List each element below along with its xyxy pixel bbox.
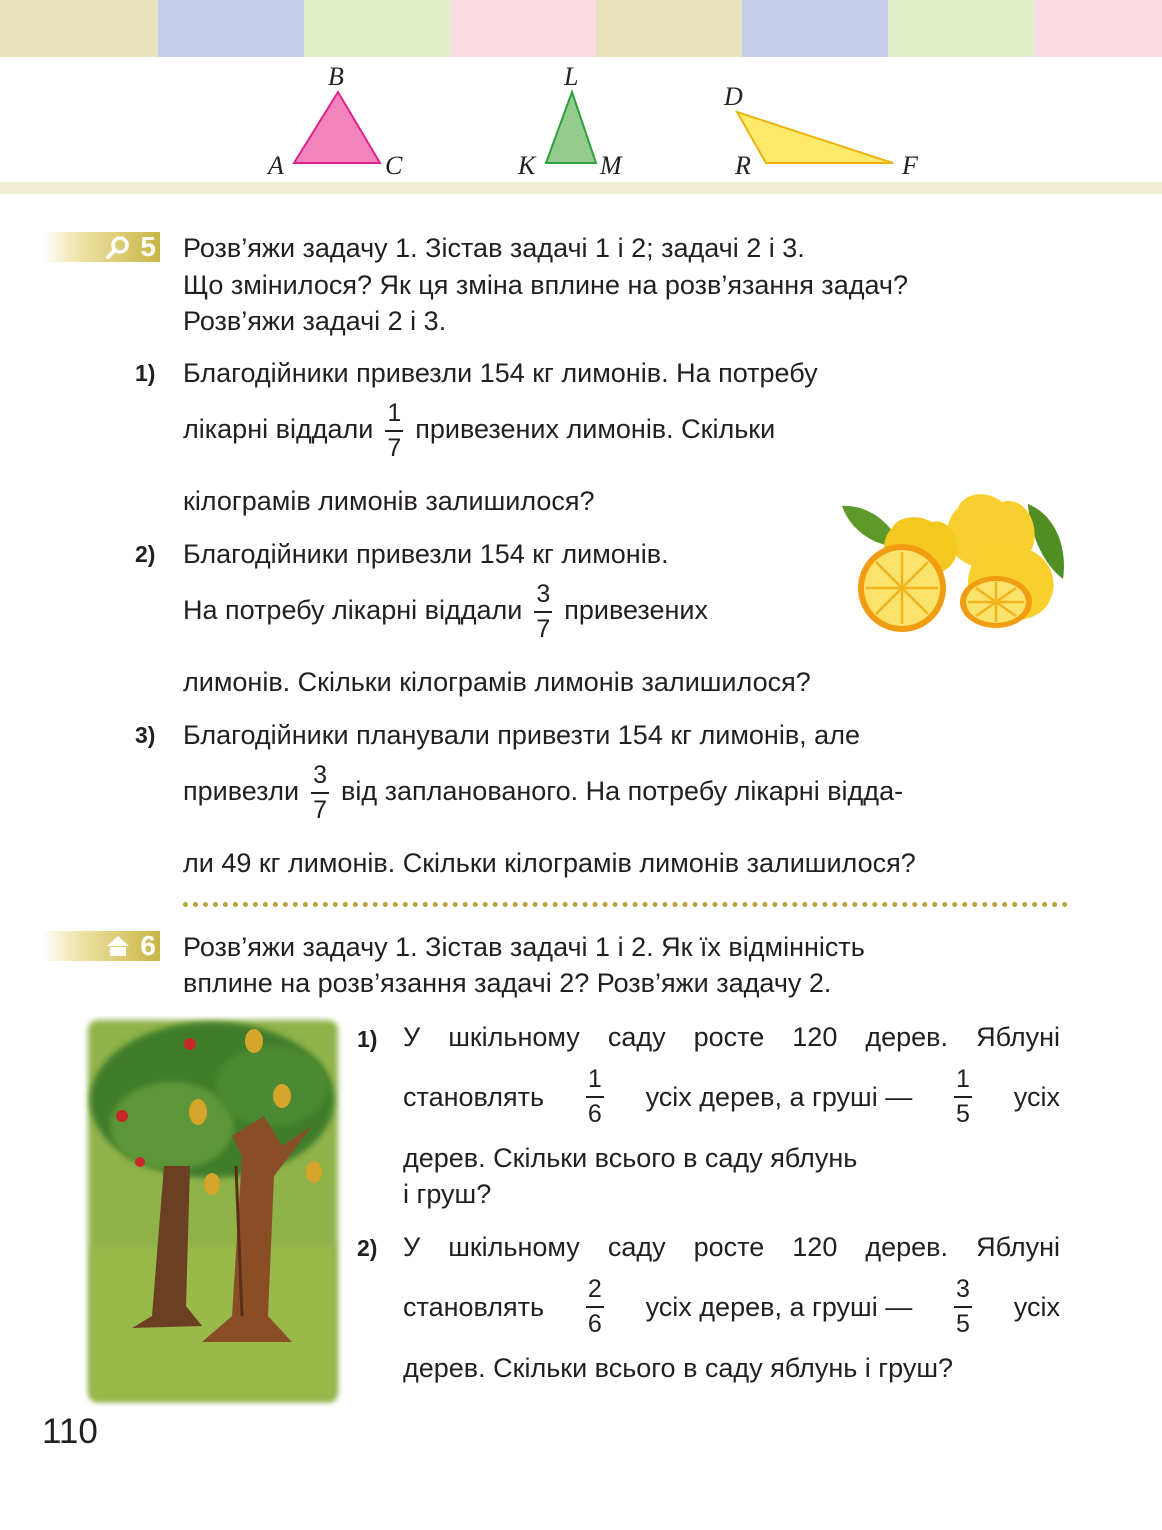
problem-text: ли 49 кг лимонів. Скільки кілограмів лимонів залишилося? [183,848,916,878]
problem-marker: 1) [357,1026,378,1052]
fraction-denominator: 7 [313,796,328,824]
problem-text: На потребу лікарні віддали [183,595,523,626]
header-color-strip [0,0,1162,57]
strip-segment [158,0,304,57]
problem-text: привезених лимонів. Скільки [415,414,776,445]
fraction-numerator: 1 [954,1067,972,1098]
fraction-denominator: 7 [387,434,402,462]
problem-text: усіх дерев, а груші — [645,1291,913,1322]
task-number: 6 [140,930,156,961]
triangle-klm-shape [546,92,596,163]
vertex-label: M [600,151,622,180]
problem-text-with-fraction [403,1067,1060,1127]
task-6-tab [42,931,160,961]
problem-text-with-fraction [183,582,708,642]
task-5-tab [42,232,160,262]
fraction-numerator: 3 [534,582,552,613]
task-number: 5 [140,231,156,262]
vertex-label: K [518,151,536,180]
task-5-intro-line: Розв’яжи задачі 2 і 3. [183,306,447,336]
task-5-intro-line: Розв’яжи задачу 1. Зістав задачі 1 і 2; задачі 2 і 3. [183,233,805,263]
strip-segment [0,0,158,57]
fraction-numerator: 1 [586,1067,604,1098]
problem-text: У шкільному саду росте 120 дерев. Яблуні [403,1022,1060,1052]
magnifier-icon [106,235,130,259]
problem-text: Благодійники привезли 154 кг лимонів. На потребу [183,358,818,388]
strip-segment [450,0,596,57]
fraction-denominator: 7 [536,615,551,643]
problem-marker: 3) [135,722,156,748]
problem-text-with-fraction [403,1277,1060,1337]
fraction-numerator: 2 [586,1277,604,1308]
triangle-abc [266,62,403,180]
problem-marker: 1) [135,360,156,386]
problem-marker: 2) [135,541,156,567]
vertex-label: A [268,151,284,180]
problem-text: кілограмів лимонів залишилося? [183,486,595,516]
problem-text: лимонів. Скільки кілограмів лимонів залишилося? [183,667,811,697]
problem-text: усіх дерев, а груші — [645,1081,913,1112]
triangle-rdf-shape [737,112,893,163]
strip-segment [596,0,742,57]
problem-text: привезених [564,595,709,626]
fraction-denominator: 5 [956,1100,970,1128]
fraction [534,582,552,642]
fraction-denominator: 5 [956,1310,970,1338]
page-number: 110 [42,1412,98,1451]
triangle-rdf [723,82,919,180]
vertex-label: R [735,151,751,180]
problem-text: дерев. Скільки всього в саду яблунь [403,1143,858,1173]
strip-segment [304,0,450,57]
fraction [311,763,329,823]
problem-text: від запланованого. На потребу лікарні відда- [341,776,904,807]
vertex-label: C [385,151,403,180]
vertex-label: F [902,151,918,180]
lemons-illustration [838,484,1076,634]
fraction-denominator: 6 [587,1310,602,1338]
problem-text: усіх [1013,1291,1060,1322]
problem-text: У шкільному саду росте 120 дерев. Яблуні [403,1232,1060,1262]
strip-segment [1034,0,1162,57]
tree-illustration [82,1016,344,1406]
problem-text: Благодійники планували привезти 154 кг лимонів, але [183,720,860,750]
vertex-label: D [724,82,743,111]
problem-text: лікарні віддали [183,414,374,445]
section-divider [183,902,1068,907]
strip-segment [742,0,888,57]
problem-text-with-fraction [183,401,775,461]
fraction [586,1067,604,1127]
fraction-numerator: 1 [385,401,403,432]
fraction [586,1277,604,1337]
fraction-numerator: 3 [954,1277,972,1308]
fraction [954,1067,972,1127]
fraction-denominator: 6 [587,1100,602,1128]
task-5-intro-line: Що змінилося? Як ця зміна вплине на розв’язання задач? [183,270,908,300]
fraction-numerator: 3 [311,763,329,794]
fraction [954,1277,972,1337]
task-6-intro-line: Розв’яжи задачу 1. Зістав задачі 1 і 2. Як їх відмінність [183,932,865,962]
triangle-abc-shape [294,92,380,163]
problem-text: привезли [183,776,300,807]
triangle-klm [517,62,623,180]
problem-text: дерев. Скільки всього в саду яблунь і груш? [403,1353,954,1383]
triangles-figure [0,57,1162,187]
vertex-label: B [328,62,344,91]
problem-text: становлять [403,1081,545,1112]
task-6-intro-line: вплине на розв’язання задачі 2? Розв’яжи задачу 2. [183,968,832,998]
home-icon [106,934,130,958]
problem-text: Благодійники привезли 154 кг лимонів. [183,539,669,569]
problem-text: і груш? [403,1179,492,1209]
header-divider-band [0,182,1162,194]
strip-segment [888,0,1034,57]
fraction [385,401,403,461]
problem-text-with-fraction [183,763,903,823]
problem-text: становлять [403,1291,545,1322]
problem-marker: 2) [357,1235,378,1261]
vertex-label: L [564,62,579,91]
problem-text: усіх [1013,1081,1060,1112]
